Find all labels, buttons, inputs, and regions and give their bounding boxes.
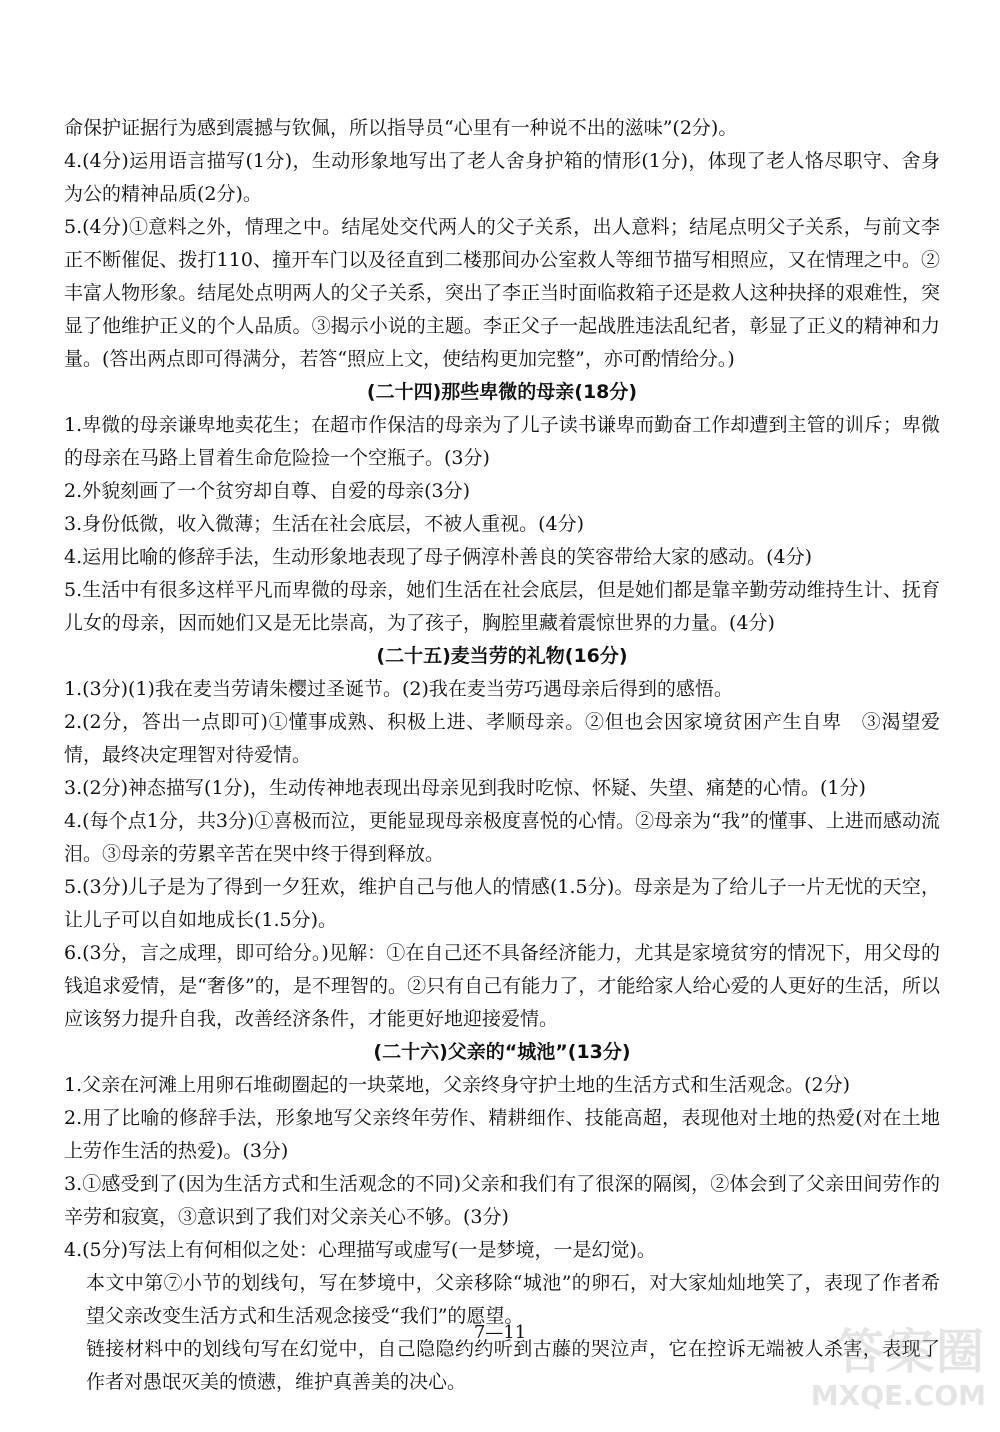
answer-item: 4.运用比喻的修辞手法，生动形象地表现了母子俩淳朴善良的笑容带给大家的感动。(4分) (64, 546, 813, 568)
answer-explanation: 本文中第⑦小节的划线句，写在梦境中，父亲移除“城池”的卵石，对大家灿灿地笑了，表现了作者希望父亲改变生活方式和生活观念接受“我们”的愿望。 (86, 1272, 940, 1327)
page-number: 7—11 (473, 1322, 527, 1343)
answer-item: 4.(5分)写法上有何相似之处：心理描写或虚写(一是梦境，一是幻觉)。 (64, 1239, 656, 1261)
answer-item: 5.(3分)儿子是为了得到一夕狂欢，维护自己与他人的情感(1.5分)。母亲是为了给儿子一片无忧的天空，让儿子可以自如地成长(1.5分)。 (64, 876, 940, 931)
watermark-url: MXQE.COM (810, 1379, 986, 1412)
answer-item: 1.卑微的母亲谦卑地卖花生；在超市作保洁的母亲为了儿子读书谦卑而勤奋工作却遭到主管的训斥；卑微的母亲在马路上冒着生命危险捡一个空瓶子。(3分) (64, 414, 940, 469)
section-title: (二十五)麦当劳的礼物(16分) (376, 645, 628, 667)
section-title: (二十四)那些卑微的母亲(18分) (366, 381, 638, 403)
answer-item: 3.(2分)神态描写(1分)，生动传神地表现出母亲见到我时吃惊、怀疑、失望、痛楚的心情。(1分) (64, 777, 866, 799)
answer-item: 2.用了比喻的修辞手法，形象地写父亲终年劳作、精耕细作、技能高超，表现他对土地的热爱(对在土地上劳作生活的热爱)。(3分) (64, 1107, 940, 1162)
answer-item: 3.身份低微，收入微薄；生活在社会底层，不被人重视。(4分) (64, 513, 585, 535)
answer-item: 3.①感受到了(因为生活方式和生活观念的不同)父亲和我们有了很深的隔阂，②体会到了父亲田间劳作的辛劳和寂寞，③意识到了我们对父亲关心不够。(3分) (64, 1173, 940, 1228)
answer-item: 4.(4分)运用语言描写(1分)，生动形象地写出了老人舍身护箱的情形(1分)，体现了老人恪尽职守、舍身为公的精神品质(2分)。 (64, 150, 940, 205)
section-title: (二十六)父亲的“城池”(13分) (373, 1041, 631, 1063)
answer-item: 6.(3分，言之成理，即可给分。)见解：①在自己还不具备经济能力，尤其是家境贫穷的情况下，用父母的钱追求爱情，是“奢侈”的，是不理智的。②只有自己有能力了，才能给家人给心爱的人更好的生活，所以应该努力提升自我，改善经济条件，才能更好地迎接爱情。 (64, 942, 940, 1030)
answer-page (64, 112, 940, 1399)
answer-line: 命保护证据行为感到震撼与钦佩，所以指导员“心里有一种说不出的滋味”(2分)。 (64, 117, 738, 139)
answer-explanation: 链接材料中的划线句写在幻觉中，自己隐隐约约听到古藤的哭泣声，它在控诉无端被人杀害，表现了作者对愚氓灭美的愤懑，维护真善美的决心。 (86, 1338, 940, 1393)
watermark-logo (776, 1324, 986, 1416)
answer-item: 1.父亲在河滩上用卵石堆砌圈起的一块菜地，父亲终身守护土地的生活方式和生活观念。(2分) (64, 1074, 851, 1096)
watermark-text: 答案圈 (835, 1324, 986, 1380)
answer-item: 5.(4分)①意料之外，情理之中。结尾处交代两人的父子关系，出人意料；结尾点明父子关系，与前文李正不断催促、拨打110、撞开车门以及径直到二楼那间办公室救人等细节描写相照应，又在情理之中。②丰富人物形象。结尾处点明两人的父子关系，突出了李正当时面临救箱子还是救人这种抉择的艰难性，突显了他维护正义的个人品质。③揭示小说的主题。李正父子一起战胜违法乱纪者，彰显了正义的精神和力量。(答出两点即可得满分，若答“照应上文，使结构更加完整”，亦可酌情给分。) (64, 216, 940, 370)
answer-item: 4.(每个点1分，共3分)①喜极而泣，更能显现母亲极度喜悦的心情。②母亲为“我”的懂事、上进而感动流泪。③母亲的劳累辛苦在哭中终于得到释放。 (64, 810, 940, 865)
answer-item: 1.(3分)(1)我在麦当劳请朱樱过圣诞节。(2)我在麦当劳巧遇母亲后得到的感悟。 (64, 678, 733, 700)
answer-item: 2.(2分，答出一点即可)①懂事成熟、积极上进、孝顺母亲。②但也会因家境贫困产生自卑 ③渴望爱情，最终决定理智对待爱情。 (64, 711, 940, 766)
answer-item: 5.生活中有很多这样平凡而卑微的母亲，她们生活在社会底层，但是她们都是靠辛勤劳动维持生计、抚育儿女的母亲，因而她们又是无比崇高，为了孩子，胸腔里藏着震惊世界的力量。(4分) (64, 579, 940, 634)
answer-item: 2.外貌刻画了一个贫穷却自尊、自爱的母亲(3分) (64, 480, 471, 502)
